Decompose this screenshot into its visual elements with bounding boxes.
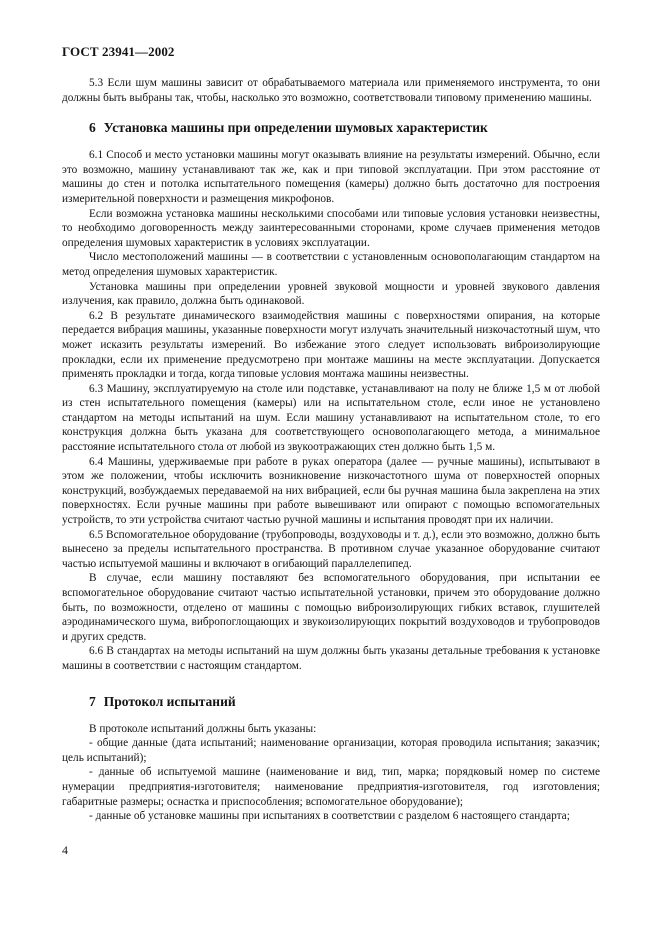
page-body: [62, 76, 600, 824]
paragraph-6-5: 6.5 Вспомогательное оборудование (трубопроводы, воздуховоды и т. д.), если это возможно, должно быть вынесено за пределы испытательного пространства. В противном случае указанное оборудование считают частью испытуемой машины и включают в огибающий параллелепипед.: [62, 528, 600, 570]
section-6-title: Установка машины при определении шумовых характеристик: [103, 120, 488, 136]
paragraph-6-6: 6.6 В стандартах на методы испытаний на шум должны быть указаны детальные требования к установке машины в соответствии с настоящим стандартом.: [62, 645, 600, 672]
paragraph-6-5-b: В случае, если машину поставляют без вспомогательного оборудования, при испытании ее вспомогательное оборудование считают частью испытательной установки, причем это оборудование должно быть, по возможности, отделено от машины с помощью виброизолирующих гибких вставок, глушителей аэродинамического шума, вибропоглощающих и звукоизолирующих покрытий воздуховодов и трубопроводов и других средств.: [62, 572, 600, 643]
protocol-intro: В протоколе испытаний должны быть указаны:: [89, 722, 317, 735]
document-header: ГОСТ 23941—2002: [62, 44, 175, 59]
paragraph-6-1-c: Число местоположений машины — в соответствии с установленным основополагающим стандартом на метод определения шумовых характеристик.: [62, 251, 600, 278]
section-7-number: 7: [89, 693, 96, 709]
paragraph-6-3: 6.3 Машину, эксплуатируемую на столе или подставке, устанавливают на полу не ближе 1,5 м от любой из стен испытательного помещения (камеры) или на испытательном столе, если иное не установлено стандартом на методы испытаний на шум. Если машину устанавливают на испытательном столе, то его конструкция должна быть указана для соответствующего основополагающего метода, а минимальное расстояние испытательного стола от любой из звукоотражающих стен должно быть 1,5 м.: [62, 382, 600, 454]
protocol-item-general: - общие данные (дата испытаний; наименование организации, которая проводила испытания; заказчик; цель испытаний);: [62, 737, 600, 764]
protocol-item-installation: - данные об установке машины при испытаниях в соответствии с разделом 6 настоящего стандарта;: [89, 810, 570, 823]
paragraph-6-4: 6.4 Машины, удерживаемые при работе в руках оператора (далее — ручные машины), испытывают в этом же положении, чтобы исключить возникновение низкочастотного шума от поверхностей опорных конструкций, возбуждаемых передаваемой на них вибрацией, если бы ручная машина была закреплена на этих поверхностях. Если ручные машины при работе вывешивают или опирают с помощью вспомогательных устройств, то эти устройства считают частью ручной машины и испытания проводят при их наличии.: [62, 455, 600, 527]
paragraph-6-1: 6.1 Способ и место установки машины могут оказывать влияние на результаты измерений. Обычно, если это возможно, машину устанавливают так же, как и при типовой эксплуатации. При этом расстояние от машины до стен и потолка испытательного помещения (камеры) должно быть достаточно для построения измерительной поверхности и размещения микрофонов.: [62, 149, 600, 205]
paragraph-6-2: 6.2 В результате динамического взаимодействия машины с поверхностями опирания, на которые передается вибрация машины, указанные поверхности могут излучать значительный низкочастотный шум, что может исказить результаты измерений. Во избежание этого следует использовать виброизолирующие прокладки, если их применение предусмотрено при монтаже машины на месте эксплуатации. Допускается применять прокладки и тогда, когда типовые условия монтажа машины неизвестны.: [62, 309, 600, 381]
paragraph-6-1-d: Установка машины при определении уровней звуковой мощности и уровней звукового давления излучения, как правило, должна быть одинаковой.: [62, 280, 600, 308]
section-7-title: Протокол испытаний: [103, 693, 236, 709]
paragraph-5-3: 5.3 Если шум машины зависит от обрабатываемого материала или применяемого инструмента, то они должны быть выбраны так, чтобы, насколько это возможно, соответствовали типовому применению машины.: [62, 77, 600, 104]
section-6-number: 6: [89, 120, 96, 136]
page-number: 4: [62, 843, 68, 857]
section-6-heading: [62, 120, 600, 136]
paragraph-6-1-b: Если возможна установка машины несколькими способами или типовые условия установки неизвестны, то необходимо договоренность между заинтересованными сторонами, кроме случаев применения методов определения шумовых характеристик в условиях эксплуатации.: [62, 207, 600, 249]
protocol-item-machine: - данные об испытуемой машине (наименование и вид, тип, марка; порядковый номер по системе нумерации предприятия-изготовителя; наименование предприятия-изготовителя, год изготовления; габаритные размеры; оснастка и приспособления; вспомогательное оборудование);: [62, 766, 600, 808]
section-7-heading: [62, 694, 600, 710]
